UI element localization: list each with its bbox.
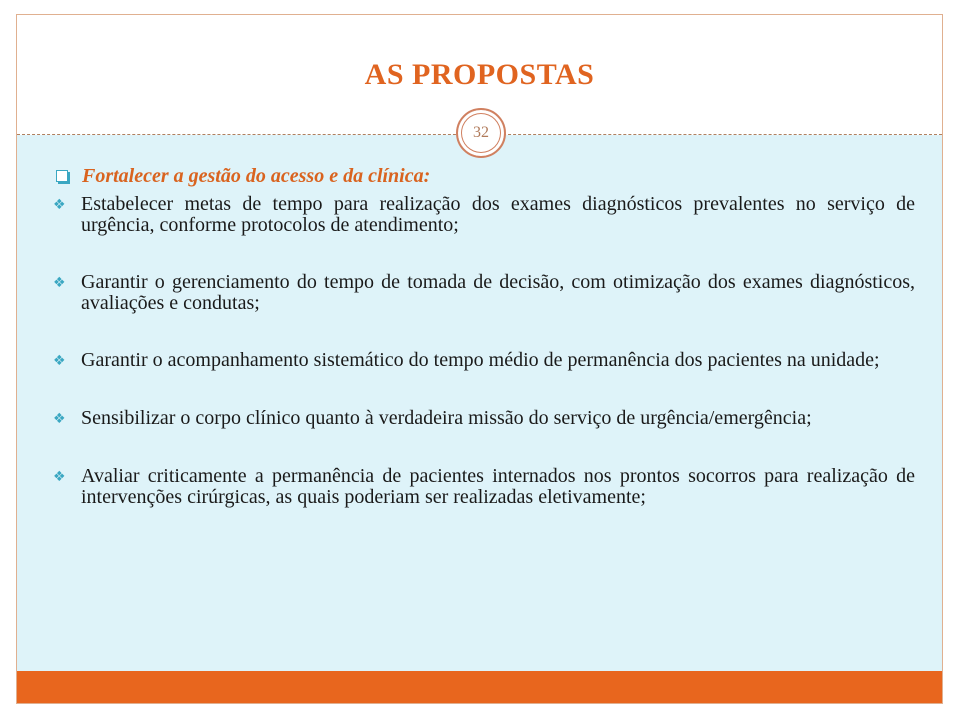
slide-title: AS PROPOSTAS [364, 58, 595, 91]
list-item [45, 194, 915, 236]
bullet-list [45, 194, 915, 508]
diamond-bullet-icon: ❖ [53, 353, 66, 369]
list-item-text: Estabelecer metas de tempo para realização dos exames diagnósticos prevalentes no serviço de urgência, conforme protocolos de atendimento; [81, 193, 915, 236]
list-item-text: Sensibilizar o corpo clínico quanto à verdadeira missão do serviço de urgência/emergência; [81, 407, 812, 429]
list-item-text: Garantir o acompanhamento sistemático do tempo médio de permanência dos pacientes na unidade; [81, 349, 880, 371]
square-bullet-icon [56, 170, 68, 182]
page-number: 32 [473, 124, 489, 141]
list-item-text: Avaliar criticamente a permanência de pacientes internados nos prontos socorros para realização de intervenções cirúrgicas, as quais poderiam ser realizadas eletivamente; [81, 465, 915, 508]
section-heading-text: Fortalecer a gestão do acesso e da clínica: [82, 164, 431, 187]
list-item-text: Garantir o gerenciamento do tempo de tomada de decisão, com otimização dos exames diagnósticos, avaliações e condutas; [81, 271, 915, 314]
diamond-bullet-icon: ❖ [53, 469, 66, 485]
list-item [45, 466, 915, 508]
list-item [45, 408, 915, 430]
diamond-bullet-icon: ❖ [53, 275, 66, 291]
page-number-badge [456, 108, 506, 158]
list-item [45, 272, 915, 314]
diamond-bullet-icon: ❖ [53, 411, 66, 427]
diamond-bullet-icon: ❖ [53, 197, 66, 213]
slide-body [45, 163, 915, 544]
list-item [45, 350, 915, 372]
footer-bar [17, 671, 942, 703]
section-heading [45, 163, 915, 189]
